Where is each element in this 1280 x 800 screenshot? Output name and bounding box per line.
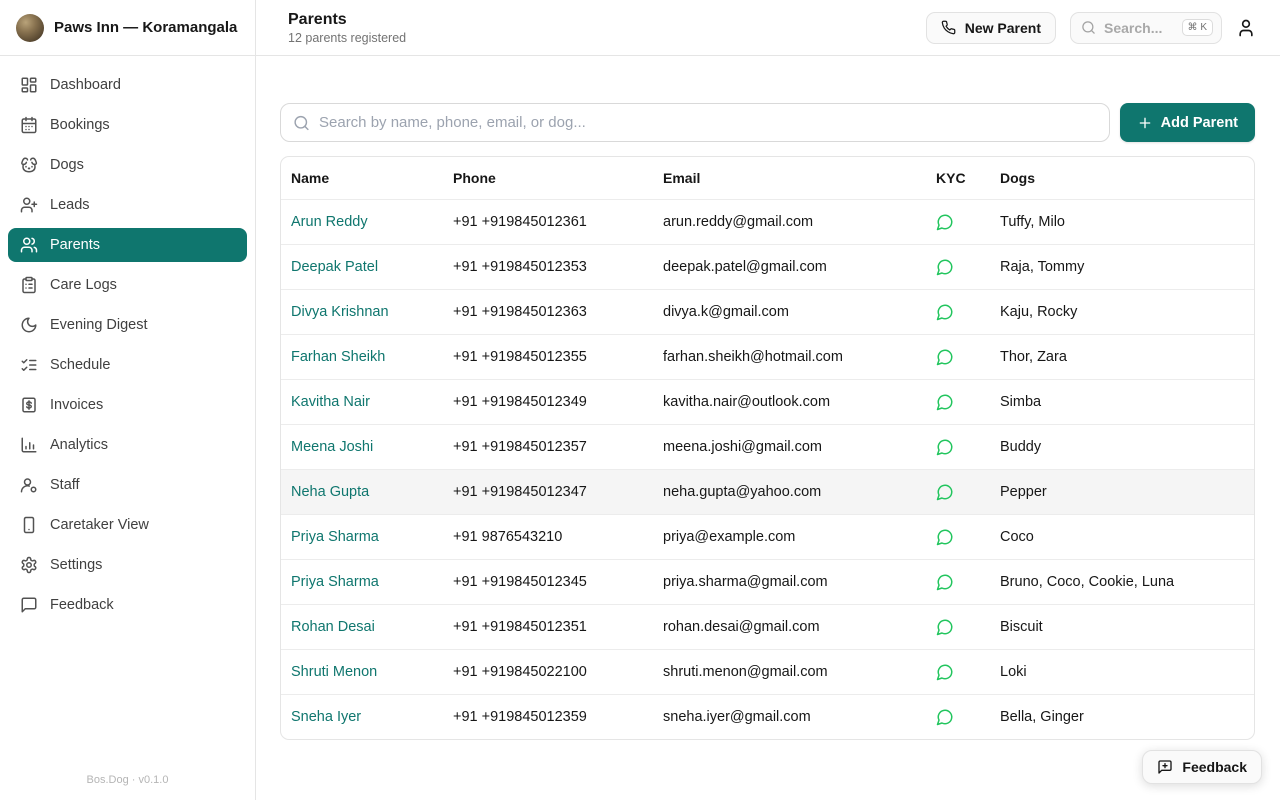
table-row[interactable] [281, 424, 1254, 469]
sidebar-item-evening-digest[interactable] [8, 308, 247, 342]
kyc-cell[interactable] [926, 573, 990, 591]
sidebar-item-caretaker-view[interactable] [8, 508, 247, 542]
parent-phone: +91 +919845012355 [453, 349, 587, 365]
parent-phone: +91 +919845012347 [453, 484, 587, 500]
table-row[interactable] [281, 199, 1254, 244]
parent-name-link[interactable]: Deepak Patel [291, 259, 379, 275]
kyc-message-circle-icon[interactable] [936, 573, 954, 591]
new-parent-button[interactable] [926, 12, 1056, 44]
parent-name-link[interactable]: Meena Joshi [291, 439, 374, 455]
table-row[interactable] [281, 604, 1254, 649]
sidebar-item-label: Bookings [50, 117, 110, 133]
parents-search [280, 103, 1110, 142]
brand-name: Paws Inn — Koramangala [54, 19, 238, 36]
sidebar-item-label: Care Logs [50, 277, 117, 293]
parent-name-link[interactable]: Divya Krishnan [291, 304, 389, 320]
phone-icon [941, 20, 956, 35]
kyc-cell[interactable] [926, 528, 990, 546]
kyc-cell[interactable] [926, 663, 990, 681]
sidebar-item-analytics[interactable] [8, 428, 247, 462]
add-parent-button[interactable] [1120, 103, 1255, 142]
parent-dogs: Loki [1000, 664, 1027, 680]
kyc-message-circle-icon[interactable] [936, 303, 954, 321]
invoice-dollar-icon [20, 396, 38, 414]
sidebar-item-dashboard[interactable] [8, 68, 247, 102]
parent-email: farhan.sheikh@hotmail.com [663, 349, 843, 365]
table-row[interactable] [281, 379, 1254, 424]
sidebar-item-settings[interactable] [8, 548, 247, 582]
parents-search-input[interactable] [280, 103, 1110, 142]
feedback-fab-label: Feedback [1182, 759, 1247, 775]
parent-name-link[interactable]: Priya Sharma [291, 529, 379, 545]
table-row[interactable] [281, 289, 1254, 334]
parent-phone: +91 +919845012349 [453, 394, 587, 410]
parent-dogs: Pepper [1000, 484, 1047, 500]
parent-phone: +91 +919845012357 [453, 439, 587, 455]
page-title: Parents [288, 10, 347, 28]
sidebar-item-label: Dogs [50, 157, 84, 173]
parent-phone: +91 +919845012345 [453, 574, 587, 590]
search-shortcut-badge: ⌘ K [1182, 19, 1213, 36]
parent-phone: +91 +919845012361 [453, 214, 587, 230]
parent-phone: +91 9876543210 [453, 529, 563, 545]
sidebar-item-care-logs[interactable] [8, 268, 247, 302]
app-version: Bos.Dog · v0.1.0 [86, 774, 169, 786]
parent-email: neha.gupta@yahoo.com [663, 484, 822, 500]
kyc-message-circle-icon[interactable] [936, 618, 954, 636]
kyc-cell[interactable] [926, 618, 990, 636]
table-row[interactable] [281, 649, 1254, 694]
kyc-cell[interactable] [926, 393, 990, 411]
sidebar-item-label: Settings [50, 557, 103, 573]
kyc-cell[interactable] [926, 348, 990, 366]
table-header-row [281, 157, 1254, 199]
table-body [281, 199, 1254, 739]
sidebar-item-parents[interactable] [8, 228, 247, 262]
sidebar-item-schedule[interactable] [8, 348, 247, 382]
parent-name-link[interactable]: Kavitha Nair [291, 394, 370, 410]
sidebar-item-label: Leads [50, 197, 90, 213]
topbar [256, 0, 1280, 56]
message-square-plus-icon [1157, 759, 1173, 775]
parent-dogs: Tuffy, Milo [1000, 214, 1065, 230]
parent-name-link[interactable]: Sneha Iyer [291, 709, 362, 725]
table-row[interactable] [281, 244, 1254, 289]
parent-phone: +91 +919845012363 [453, 304, 587, 320]
sidebar-item-label: Evening Digest [50, 317, 148, 333]
calendar-icon [20, 116, 38, 134]
clipboard-icon [20, 276, 38, 294]
parent-email: meena.joshi@gmail.com [663, 439, 822, 455]
parents-table [280, 156, 1255, 740]
parent-dogs: Bella, Ginger [1000, 709, 1084, 725]
staff-user-icon [20, 476, 38, 494]
sidebar-item-label: Dashboard [50, 77, 121, 93]
parent-email: shruti.menon@gmail.com [663, 664, 828, 680]
search-icon [293, 114, 310, 131]
users-icon [20, 236, 38, 254]
parent-name-link[interactable]: Neha Gupta [291, 484, 370, 500]
smartphone-icon [20, 516, 38, 534]
kyc-message-circle-icon[interactable] [936, 438, 954, 456]
moon-icon [20, 316, 38, 334]
main-content [256, 56, 1280, 800]
parent-email: arun.reddy@gmail.com [663, 214, 814, 230]
parent-phone: +91 +919845012353 [453, 259, 587, 275]
parent-email: divya.k@gmail.com [663, 304, 789, 320]
sidebar-item-label: Caretaker View [50, 517, 149, 533]
parent-dogs: Thor, Zara [1000, 349, 1067, 365]
new-parent-label: New Parent [964, 19, 1041, 36]
brand-avatar [16, 14, 44, 42]
parent-email: priya@example.com [663, 529, 796, 545]
parent-email: priya.sharma@gmail.com [663, 574, 828, 590]
bar-chart-icon [20, 436, 38, 454]
sidebar [0, 0, 256, 800]
parent-dogs: Bruno, Coco, Cookie, Luna [1000, 574, 1175, 590]
column-header-phone: Phone [453, 170, 496, 186]
kyc-message-circle-icon[interactable] [936, 258, 954, 276]
parent-name-link[interactable]: Farhan Sheikh [291, 349, 386, 365]
kyc-message-circle-icon[interactable] [936, 393, 954, 411]
dashboard-icon [20, 76, 38, 94]
message-square-icon [20, 596, 38, 614]
column-header-name: Name [291, 170, 330, 186]
parent-name-link[interactable]: Shruti Menon [291, 664, 378, 680]
kyc-cell[interactable] [926, 213, 990, 231]
parent-phone: +91 +919845012351 [453, 619, 587, 635]
sidebar-item-label: Invoices [50, 397, 104, 413]
parent-phone: +91 +919845012359 [453, 709, 587, 725]
kyc-message-circle-icon[interactable] [936, 708, 954, 726]
gear-icon [20, 556, 38, 574]
user-plus-icon [20, 196, 38, 214]
parent-name-link[interactable]: Priya Sharma [291, 574, 379, 590]
parent-email: rohan.desai@gmail.com [663, 619, 820, 635]
sidebar-item-dogs[interactable] [8, 148, 247, 182]
parent-email: sneha.iyer@gmail.com [663, 709, 811, 725]
parent-dogs: Buddy [1000, 439, 1042, 455]
kyc-cell[interactable] [926, 303, 990, 321]
parent-dogs: Simba [1000, 394, 1042, 410]
kyc-message-circle-icon[interactable] [936, 348, 954, 366]
sidebar-item-label: Analytics [50, 437, 109, 453]
column-header-email: Email [663, 170, 701, 186]
table-row[interactable] [281, 469, 1254, 514]
parent-dogs: Biscuit [1000, 619, 1043, 635]
plus-icon [1137, 115, 1153, 131]
brand[interactable] [0, 0, 255, 56]
sidebar-item-label: Staff [50, 477, 80, 493]
add-parent-label: Add Parent [1160, 114, 1238, 131]
feedback-fab-button[interactable] [1142, 750, 1262, 784]
kyc-message-circle-icon[interactable] [936, 213, 954, 231]
kyc-cell[interactable] [926, 483, 990, 501]
column-header-kyc: KYC [936, 170, 966, 186]
sidebar-item-label: Schedule [50, 357, 111, 373]
parents-toolbar [280, 103, 1255, 142]
page-heading [288, 11, 406, 45]
kyc-message-circle-icon[interactable] [936, 528, 954, 546]
column-header-dogs: Dogs [1000, 170, 1035, 186]
parent-email: kavitha.nair@outlook.com [663, 394, 831, 410]
sidebar-item-label: Feedback [50, 597, 114, 613]
sidebar-nav [0, 56, 255, 622]
sidebar-item-feedback[interactable] [8, 588, 247, 622]
sidebar-item-leads[interactable] [8, 188, 247, 222]
kyc-cell[interactable] [926, 438, 990, 456]
parent-dogs: Raja, Tommy [1000, 259, 1085, 275]
table-row[interactable] [281, 559, 1254, 604]
kyc-cell[interactable] [926, 258, 990, 276]
parent-email: deepak.patel@gmail.com [663, 259, 827, 275]
table-row[interactable] [281, 514, 1254, 559]
global-search-label: Search... [1104, 19, 1163, 36]
search-icon [1081, 20, 1096, 35]
page-subtitle: 12 parents registered [288, 30, 407, 45]
table-row[interactable] [281, 694, 1254, 739]
kyc-message-circle-icon[interactable] [936, 483, 954, 501]
kyc-cell[interactable] [926, 708, 990, 726]
topbar-actions [926, 12, 1256, 44]
parent-name-link[interactable]: Rohan Desai [291, 619, 375, 635]
sidebar-item-bookings[interactable] [8, 108, 247, 142]
sidebar-item-staff[interactable] [8, 468, 247, 502]
kyc-message-circle-icon[interactable] [936, 663, 954, 681]
global-search[interactable] [1070, 12, 1222, 44]
user-account-icon[interactable] [1236, 18, 1256, 38]
list-checks-icon [20, 356, 38, 374]
parent-dogs: Kaju, Rocky [1000, 304, 1078, 320]
table-row[interactable] [281, 334, 1254, 379]
dog-icon [20, 156, 38, 174]
sidebar-item-invoices[interactable] [8, 388, 247, 422]
parent-name-link[interactable]: Arun Reddy [291, 214, 368, 230]
parent-phone: +91 +919845022100 [453, 664, 587, 680]
parent-dogs: Coco [1000, 529, 1034, 545]
sidebar-item-label: Parents [50, 237, 100, 253]
